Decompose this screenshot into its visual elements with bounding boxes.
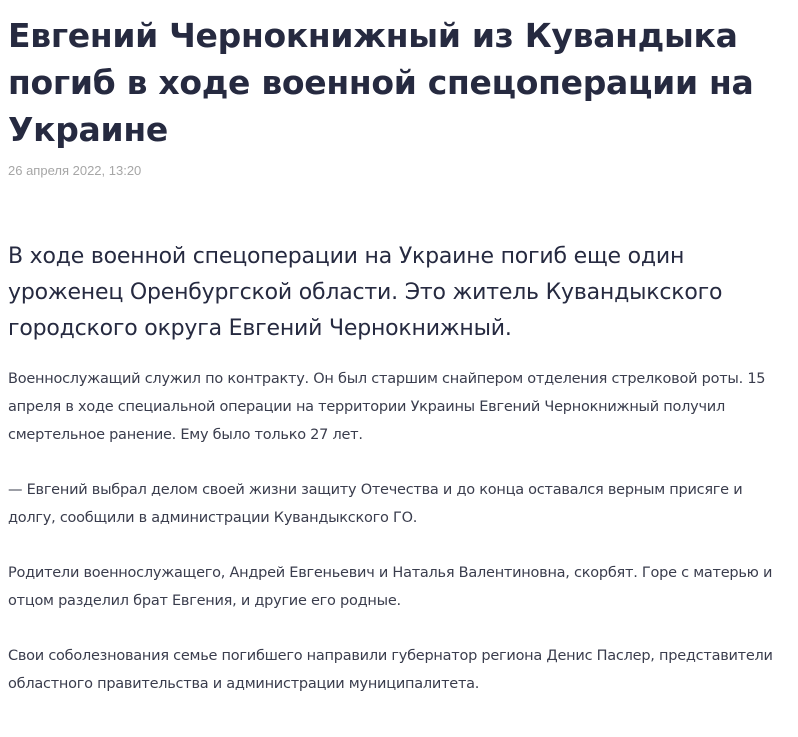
article-paragraph-4: Свои соболезнования семье погибшего направили губернатор региона Денис Паслер, представители областного правительства и администрации муниципалитета.: [8, 648, 773, 692]
article-title: Евгений Чернокнижный из Кувандыка погиб в ходе военной спецоперации на Украине: [8, 16, 754, 149]
news-article: [8, 0, 792, 698]
article-paragraph-3: Родители военнослужащего, Андрей Евгеньевич и Наталья Валентиновна, скорбят. Горе с матерью и отцом разделил брат Евгения, и другие его родные.: [8, 565, 773, 609]
article-paragraph-2: — Евгений выбрал делом своей жизни защиту Отечества и до конца оставался верным присяге и долгу, сообщили в администрации Кувандыкского ГО.: [8, 482, 743, 526]
article-paragraph-1: Военнослужащий служил по контракту. Он был старшим снайпером отделения стрелковой роты. 15 апреля в ходе специальной операции на территории Украины Евгений Чернокнижный получил смертельное ранение. Ему было только 27 лет.: [8, 371, 766, 443]
article-lead: В ходе военной спецоперации на Украине погиб еще один уроженец Оренбургской области. Это житель Кувандыкского городского округа Евгений Чернокнижный.: [8, 244, 723, 341]
publication-date: 26 апреля 2022, 13:20: [8, 163, 142, 178]
